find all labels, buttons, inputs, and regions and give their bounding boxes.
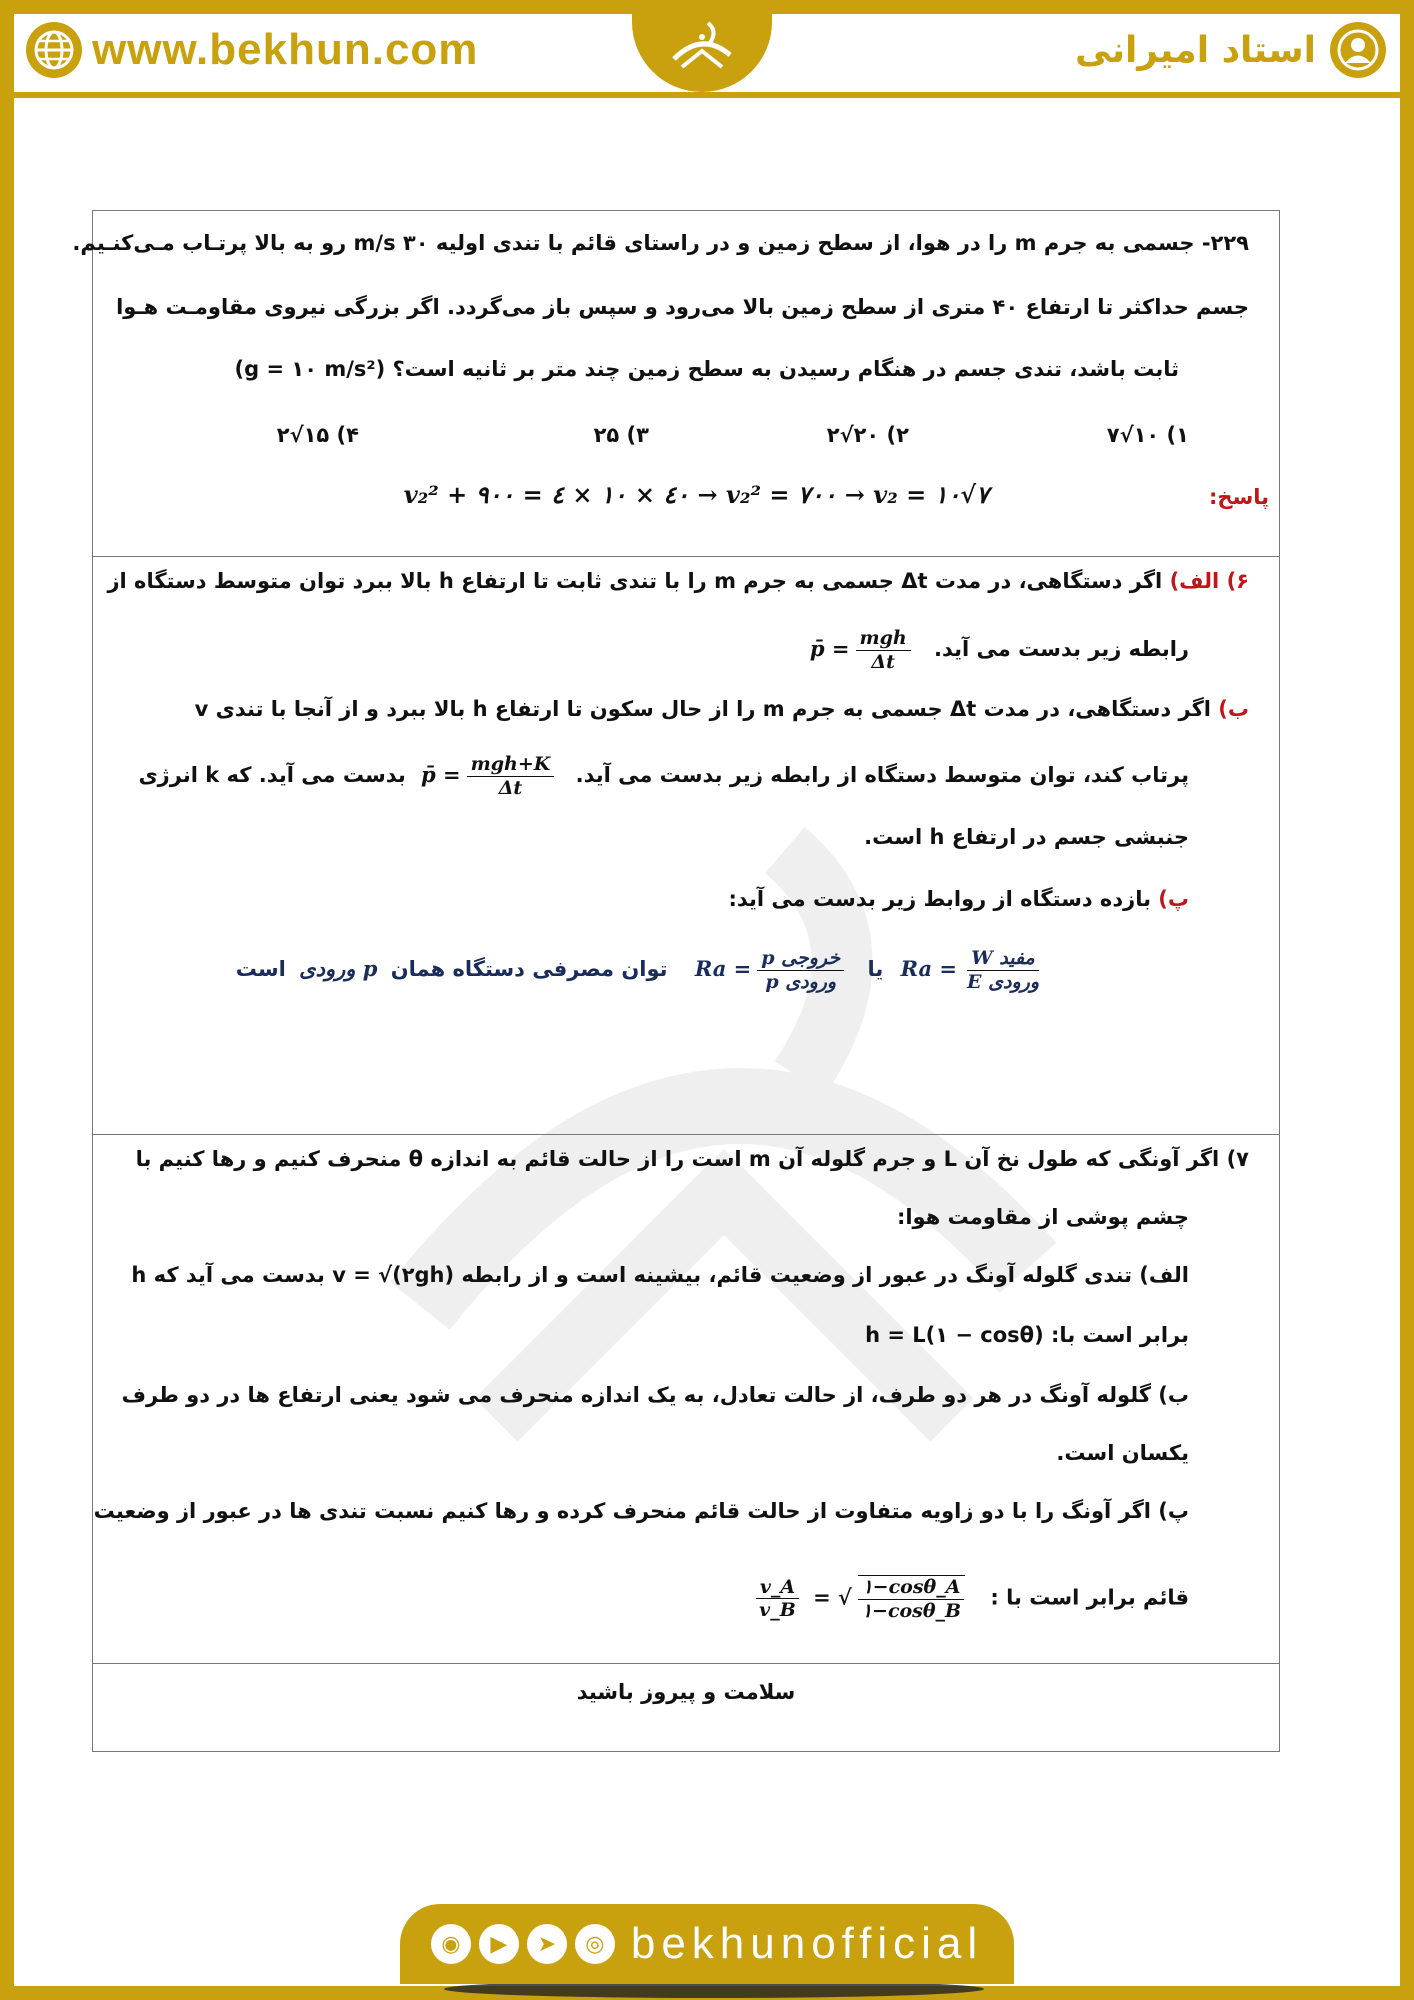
q6a-text2: رابطه زیر بدست می آید. [934, 636, 1189, 661]
q7c-line1: پ) اگر آونگ را با دو زاویه متفاوت از حالت قائم منحرف کرده و رها کنیم نسبت تندی ها در عبور از وضعیت [93, 1499, 1189, 1523]
q6a-line2 [810, 627, 1189, 674]
q7c-line2 [749, 1575, 1189, 1623]
film-icon[interactable]: ◉ [431, 1924, 471, 1964]
q6c-formula-1 [901, 947, 1049, 994]
q6c-f2-num: p خروجی [757, 947, 844, 971]
q6c-f1-num: W مفید [967, 947, 1038, 971]
site-url: www.bekhun.com [92, 25, 479, 74]
question-7 [93, 1135, 1279, 1664]
site-link[interactable] [26, 22, 478, 78]
q6b-text2a: پرتاب کند، توان متوسط دستگاه از رابطه زیر بدست می آید. [575, 762, 1189, 787]
q229-line2: جسم حداکثر تا ارتفاع ۴۰ متری از سطح زمین بالا می‌رود و سپس باز می‌گردد. اگر بزرگی نیروی مقاومـت هـوا [116, 295, 1249, 319]
q6b-line3: جنبشی جسم در ارتفاع h است. [864, 825, 1189, 849]
closing-row [93, 1664, 1279, 1751]
q7-line2: چشم پوشی از مقاومت هوا: [896, 1205, 1189, 1229]
q6c-text: بازده دستگاه از روابط زیر بدست می آید: [728, 887, 1159, 911]
q6b-line1 [195, 697, 1249, 722]
option-3: ۳) ۲۵ [593, 423, 649, 447]
q6c-or: یا [867, 956, 884, 981]
q6b-line2 [138, 753, 1189, 800]
q229-line3: ثابت باشد، تندی جسم در هنگام رسیدن به سطح زمین چند متر بر ثانیه است؟ (g = ۱۰ m/s²) [234, 357, 1179, 381]
bekhun-logo [632, 0, 772, 92]
q6a-formula-lhs: p̄ = [809, 635, 850, 661]
option-2: ۲) ۲۰√۲ [826, 423, 909, 447]
q6c-formulas [236, 947, 1049, 994]
q6c-f2-lhs: Ra = [694, 955, 752, 981]
q6b-formula [421, 753, 560, 800]
q6a-formula-num: mgh [856, 627, 911, 651]
telegram-icon[interactable]: ➤ [527, 1924, 567, 1964]
q6a-formula-den: Δt [871, 650, 895, 673]
teacher-name: استاد امیرانی [1075, 29, 1316, 71]
globe-icon [26, 22, 82, 78]
q7c-lhs-den: v_B [759, 1599, 796, 1622]
q6b-formula-num: mgh+K [467, 753, 555, 777]
social-icons [431, 1924, 615, 1964]
q6c-label: پ) [1158, 887, 1189, 911]
user-icon [1330, 22, 1386, 78]
q229-line1: ۲۲۹- جسمی به جرم m را در هوا، از سطح زمین و در راستای قائم با تندی اولیه ۳۰ m/s رو به بالا پرتـاب مـی‌کنـیم. [72, 231, 1249, 255]
q7b-line1: ب) گلوله آونگ در هر دو طرف، از حالت تعادل، به یک اندازه منحرف می شود یعنی ارتفاع ها در دو طرف [121, 1383, 1189, 1407]
question-6 [93, 557, 1279, 1135]
q6c-line1 [728, 887, 1189, 912]
page [14, 14, 1400, 1986]
instagram-icon[interactable]: ◎ [575, 1924, 615, 1964]
question-229 [72, 211, 1279, 557]
q7c-lhs-num: v_A [756, 1576, 799, 1600]
q6c-f2-den: p ورودی [765, 970, 837, 993]
header [14, 14, 1400, 98]
q7c-text: قائم برابر است با : [990, 1585, 1189, 1610]
closing-text: سلامت و پیروز باشید [576, 1680, 796, 1704]
teacher-badge [1075, 22, 1386, 78]
q7c-rhs-num: ۱−cosθ_A [858, 1576, 964, 1600]
social-handle[interactable]: bekhunofficial [630, 1919, 984, 1968]
q6b-text2b: بدست می آید. که k انرژی [138, 762, 406, 787]
q7c-rhs-den: ۱−cosθ_B [861, 1599, 962, 1622]
option-1: ۱) ۱۰√۷ [1106, 423, 1189, 447]
answer-label: پاسخ: [1209, 485, 1269, 509]
q6b-text: اگر دستگاهی، در مدت Δt جسمی به جرم m را از حال سکون تا ارتفاع h بالا ببرد و از آنجا با تندی v [194, 697, 1219, 721]
q7b-line2: یکسان است. [1056, 1441, 1189, 1465]
answer-equation: v₂² + ۹۰۰ = ٤ × ۱۰ × ٤۰ → v₂² = ۷۰۰ → v₂ = ۱۰√۷ [403, 480, 989, 509]
q6c-f1-lhs: Ra = [900, 955, 958, 981]
q7-line1: ۷) اگر آونگی که طول نخ آن L و جرم گلوله آن m است را از حالت قائم به اندازه θ منحرف کنیم و رها کنیم با [135, 1147, 1249, 1171]
q6c-tail3: است [235, 956, 286, 981]
q6a-label: ۶) الف) [1169, 569, 1249, 593]
q6c-formula-2 [695, 947, 850, 994]
q7a-line2: برابر است با: h = L(۱ − cosθ) [865, 1323, 1189, 1347]
option-4: ۴) ۱۵√۲ [276, 423, 359, 447]
q6b-formula-lhs: p̄ = [421, 761, 461, 787]
youtube-icon[interactable]: ▶ [479, 1924, 519, 1964]
q6c-tail2: p ورودی [299, 955, 378, 981]
q6a-line1 [107, 569, 1249, 594]
footer-bar [400, 1904, 1014, 1984]
answer-sheet [72, 210, 1280, 1752]
q7c-formula: $\frac{v\_A}{v\_B}$ = √ $\frac{۱-\cos\theta\_A}{۱-\cos\theta\_B}$ [749, 1575, 971, 1623]
q6b-formula-den: Δt [498, 776, 523, 799]
q6c-tail1: توان مصرفی دستگاه همان [390, 956, 668, 981]
q6c-f1-den: E ورودی [967, 970, 1039, 993]
q7a-line1: الف) تندی گلوله آونگ در عبور از وضعیت قائم، بیشینه است و از رابطه v = √(۲gh) بدست می آید که h [131, 1263, 1189, 1287]
q6a-formula [810, 627, 917, 674]
q6b-label: ب) [1218, 697, 1249, 721]
q6a-text: اگر دستگاهی، در مدت Δt جسمی به جرم m را با تندی ثابت تا ارتفاع h بالا ببرد توان متوسط دستگاه از [107, 569, 1170, 593]
